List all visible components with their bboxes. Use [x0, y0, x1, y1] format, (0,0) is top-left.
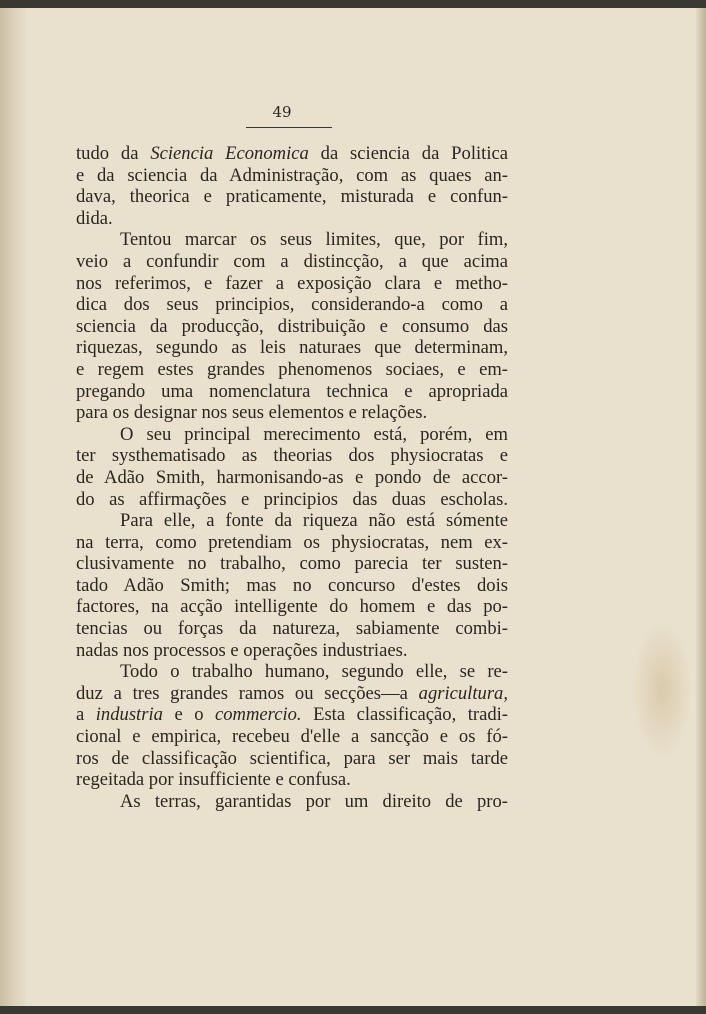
text-line: [76, 359, 508, 381]
text-span: do as affirmações e principios das duas escholas.: [76, 488, 508, 510]
text-line: [76, 489, 508, 511]
text-span: ros de classificação scientifica, para ser mais tarde: [76, 747, 508, 769]
text-line: [76, 467, 508, 489]
italic-term: agricultura,: [418, 682, 508, 704]
text-span: sciencia da producção, distribuição e consumo das: [76, 315, 508, 337]
text-span: e da sciencia da Administração, com as quaes an-: [76, 164, 508, 186]
paper-stain: [632, 620, 692, 760]
text-span: tencias ou forças da natureza, sabiamente combi-: [76, 618, 508, 640]
scan-border-top: [0, 0, 706, 8]
text-span: pregando uma nomenclatura technica e apropriada: [76, 380, 508, 402]
text-span: tado Adão Smith; mas no concurso d'estes dois: [76, 574, 508, 596]
text-line: [76, 445, 508, 467]
text-span: e o: [162, 704, 215, 726]
text-span: nadas nos processos e operações industriaes.: [76, 639, 408, 661]
italic-term: commercio.: [215, 704, 302, 726]
text-span: para os designar nos seus elementos e relações.: [76, 402, 428, 424]
text-line: [76, 165, 508, 187]
text-line: [76, 424, 508, 446]
text-span: da sciencia da Politica: [308, 143, 508, 164]
text-line: [76, 748, 508, 770]
text-span: regeitada por insufficiente e confusa.: [76, 769, 351, 791]
text-span: clusivamente no trabalho, como parecia ter susten-: [76, 553, 508, 575]
text-line: [76, 337, 508, 359]
text-line: [76, 402, 508, 424]
text-span: Todo o trabalho humano, segundo elle, se re-: [120, 661, 508, 683]
text-line: [76, 640, 508, 662]
text-line: [76, 618, 508, 640]
text-span: factores, na acção intelligente do homem e das po-: [76, 596, 508, 618]
body-text: [76, 143, 508, 812]
text-span: nos referimos, e fazer a exposição clara e metho-: [76, 272, 508, 294]
text-span: Esta classificação, tradi-: [301, 704, 508, 726]
text-line: [76, 273, 508, 295]
text-span: a: [76, 704, 96, 726]
text-span: cional e empirica, recebeu d'elle a sancção e os fó-: [76, 726, 508, 748]
scan-border-bottom: [0, 1006, 706, 1014]
text-line: [76, 381, 508, 403]
page-gutter: [0, 0, 26, 1014]
text-span: O seu principal merecimento está, porém, em: [120, 423, 508, 445]
italic-term: industria: [95, 704, 163, 726]
text-line: [76, 251, 508, 273]
italic-term: Sciencia Economica: [150, 143, 309, 164]
text-span: Para elle, a fonte da riqueza não está sómente: [120, 510, 508, 532]
text-span: de Adão Smith, harmonisando-as e pondo de accor-: [76, 466, 508, 488]
text-line: [76, 208, 508, 230]
text-line: [76, 683, 508, 705]
text-span: As terras, garantidas por um direito de pro-: [120, 790, 508, 812]
text-line: [76, 791, 508, 813]
text-line: [76, 532, 508, 554]
text-span: ter systhematisado as theorias dos physiocratas e: [76, 445, 508, 467]
text-span: dica dos seus principios, considerando-a como a: [76, 294, 508, 316]
text-span: na terra, como pretendiam os physiocratas, nem ex-: [76, 531, 508, 553]
text-line: [76, 661, 508, 683]
header-rule: [246, 127, 332, 128]
text-span: Tentou marcar os seus limites, que, por fim,: [120, 229, 508, 251]
text-line: [76, 510, 508, 532]
text-line: [76, 726, 508, 748]
text-line: [76, 704, 508, 726]
text-line: [76, 575, 508, 597]
text-span: dida.: [76, 207, 113, 229]
text-span: e regem estes grandes phenomenos sociaes, e em-: [76, 358, 508, 380]
text-line: [76, 769, 508, 791]
text-span: duz a tres grandes ramos ou secções—a: [76, 682, 419, 704]
page-number: 49: [272, 103, 292, 121]
text-line: [76, 294, 508, 316]
text-line: [76, 186, 508, 208]
text-line: [76, 596, 508, 618]
text-line: [76, 316, 508, 338]
text-line: [76, 143, 508, 165]
text-span: tudo da: [76, 143, 151, 164]
text-line: [76, 229, 508, 251]
text-line: [76, 553, 508, 575]
page-edge: [696, 0, 706, 1014]
text-span: riquezas, segundo as leis naturaes que determinam,: [76, 337, 508, 359]
text-span: veio a confundir com a distincção, a que acima: [76, 250, 508, 272]
text-span: dava, theorica e praticamente, misturada e confun-: [76, 186, 508, 208]
